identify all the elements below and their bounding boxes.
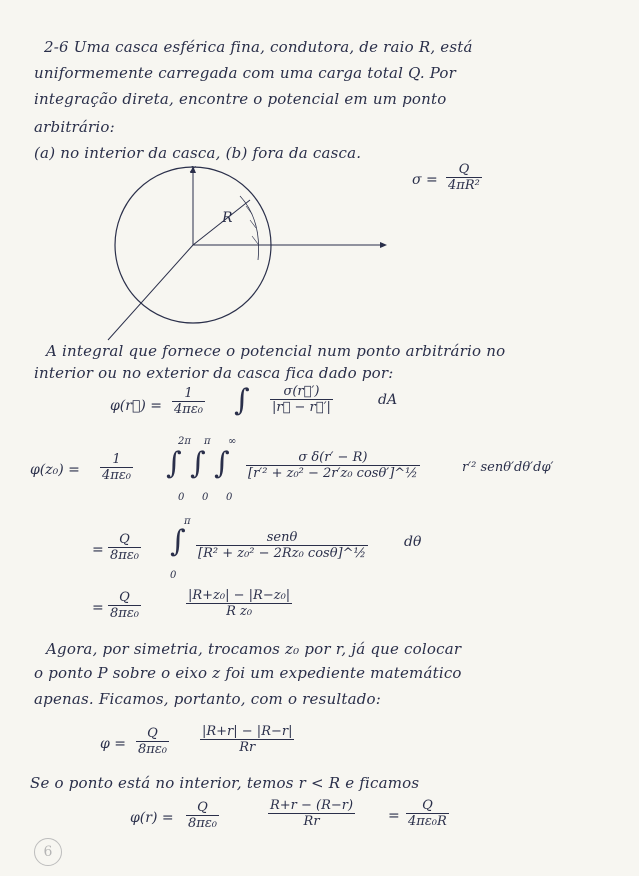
eq2-limit-low-2: 0	[202, 492, 209, 503]
eq5-den: Rr	[200, 739, 294, 755]
eq2-tail: r′² senθ′dθ′dφ′	[462, 460, 554, 475]
eq6-res-den: 4πε₀R	[408, 814, 447, 829]
eq1-lhs: φ(r⃗) =	[110, 398, 163, 414]
sigma-numerator: Q	[458, 162, 470, 177]
eq2-integral-1: ∫	[166, 446, 182, 481]
eq2-limit-top-3: ∞	[228, 436, 237, 447]
problem-line-3: integração direta, encontre o potencial em um ponto	[34, 90, 447, 108]
eq2-limit-low-3: 0	[226, 492, 233, 503]
eq4-coef-den: 8πε₀	[110, 606, 140, 621]
eq1-integral-sign: ∫	[234, 383, 250, 418]
y-axis-arrow	[380, 242, 387, 248]
eq4-num: |R+z₀| − |R−z₀|	[188, 588, 291, 603]
eq4-coefficient	[108, 590, 141, 621]
eq5-coef-num: Q	[147, 726, 158, 741]
eq1-int-num: σ(r⃗′)	[283, 384, 320, 399]
page-number: 6	[34, 838, 62, 866]
eq2-den: [r′² + z₀² − 2r′z₀ cosθ′]^½	[248, 466, 418, 481]
problem-line-5: (a) no interior da casca, (b) fora da casca.	[34, 144, 362, 162]
text3-line-1: Agora, por simetria, trocamos z₀ por r, já que colocar	[46, 640, 462, 658]
eq5-coefficient	[136, 726, 169, 757]
eq2-coefficient	[100, 452, 133, 483]
eq2-coef-den: 4πε₀	[102, 468, 132, 483]
eq2-integral-3: ∫	[214, 446, 230, 481]
eq1-integrand	[270, 384, 333, 415]
eq3-coef-num: Q	[119, 532, 130, 547]
radius-label: R	[222, 210, 233, 226]
eq4-fraction	[186, 588, 292, 619]
eq3-coef-den: 8πε₀	[110, 548, 140, 563]
text4-line-1: Se o ponto está no interior, temos r < R e ficamos	[30, 774, 420, 792]
sigma-denominator: 4πR²	[448, 178, 480, 193]
eq1-coefficient	[172, 386, 205, 417]
eq2-limit-top-1: 2π	[178, 436, 191, 447]
eq1-coef-den: 4πε₀	[174, 402, 204, 417]
eq4-lhs: =	[92, 600, 104, 616]
problem-line-2: uniformemente carregada com uma carga total Q. Por	[34, 64, 457, 82]
eq6-den: Rr	[268, 813, 355, 829]
eq6-lhs: φ(r) =	[130, 810, 174, 826]
eq1-differential: dA	[378, 392, 398, 408]
sigma-label: σ =	[412, 172, 438, 188]
problem-line-1: 2-6 Uma casca esférica fina, condutora, de raio R, está	[44, 38, 473, 56]
eq6-coef-num: Q	[197, 800, 208, 815]
eq3-lhs: =	[92, 542, 104, 558]
eq2-lhs: φ(z₀) =	[30, 462, 80, 478]
eq3-limit-low: 0	[170, 570, 177, 581]
eq3-limit-top: π	[184, 516, 191, 527]
problem-line-4: arbitrário:	[34, 118, 115, 136]
eq5-lhs: φ =	[100, 736, 126, 752]
eq2-limit-low-1: 0	[178, 492, 185, 503]
eq2-limit-top-2: π	[204, 436, 211, 447]
eq3-integral-sign: ∫	[170, 524, 186, 559]
hatch-marks	[246, 206, 258, 244]
eq1-int-den: |r⃗ − r⃗′|	[272, 400, 331, 415]
eq6-res-num: Q	[422, 798, 433, 813]
eq4-den: R z₀	[186, 603, 292, 619]
text2-line-1: A integral que fornece o potencial num ponto arbitrário no	[46, 342, 506, 360]
eq3-integrand	[196, 530, 368, 561]
eq6-coefficient	[186, 800, 219, 831]
x-axis	[108, 245, 193, 340]
eq3-coefficient	[108, 532, 141, 563]
text3-line-3: apenas. Ficamos, portanto, com o resultado:	[34, 690, 382, 708]
eq6-num: R+r − (R−r)	[270, 798, 354, 813]
eq5-coef-den: 8πε₀	[138, 742, 168, 757]
eq2-num: σ δ(r′ − R)	[298, 450, 368, 465]
eq1-coef-num: 1	[184, 386, 193, 401]
eq2-integrand	[246, 450, 420, 481]
eq6-result	[406, 798, 449, 829]
eq3-differential: dθ	[404, 534, 422, 550]
eq5-num: |R+r| − |R−r|	[202, 724, 293, 739]
eq5-fraction	[200, 724, 294, 755]
eq3-num: senθ	[266, 530, 298, 545]
z-axis-label: z	[190, 162, 196, 175]
eq3-den: [R² + z₀² − 2Rz₀ cosθ]^½	[198, 546, 367, 561]
text3-line-2: o ponto P sobre o eixo z foi um expediente matemático	[34, 664, 462, 682]
eq6-equals: =	[388, 808, 400, 824]
text2-line-2: interior ou no exterior da casca fica dado por:	[34, 364, 394, 382]
eq2-integral-2: ∫	[190, 446, 206, 481]
eq2-coef-num: 1	[112, 452, 121, 467]
eq6-fraction	[268, 798, 355, 829]
eq6-coef-den: 8πε₀	[188, 816, 218, 831]
eq4-coef-num: Q	[119, 590, 130, 605]
